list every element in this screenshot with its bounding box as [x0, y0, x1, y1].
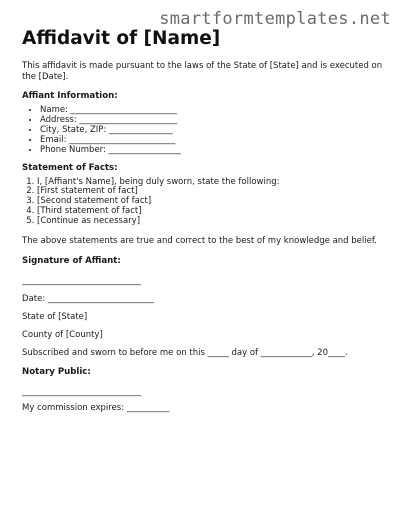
truth-statement: The above statements are true and correct to the best of my knowledge and belief.: [22, 236, 377, 247]
fact-item: 4. [Third statement of fact]: [37, 207, 387, 217]
commission-expires-line: My commission expires: __________: [22, 402, 170, 413]
affiant-signature-line: ____________________________: [22, 275, 141, 286]
affiant-name-field: • Name: _________________________: [40, 106, 387, 116]
statement-of-facts-heading: Statement of Facts:: [22, 162, 118, 173]
affiant-information-heading: Affiant Information:: [22, 91, 118, 101]
notary-public-heading: Notary Public:: [22, 366, 91, 377]
affiant-phone-field: • Phone Number: _________________: [40, 146, 387, 156]
affiant-information-list: [22, 106, 387, 156]
subscribed-sworn-line: Subscribed and sworn to before me on this _____ day of ____________, 20____.: [22, 347, 348, 358]
notary-signature-line: ____________________________: [22, 386, 141, 397]
county-line: County of [County]: [22, 329, 103, 340]
fact-item: 2. [First statement of fact]: [37, 187, 387, 197]
signature-of-affiant-heading: Signature of Affiant:: [22, 255, 121, 266]
signature-date-line: Date: _________________________: [22, 293, 155, 304]
affiant-email-field: • Email: _________________________: [40, 136, 387, 146]
fact-item: 5. [Continue as necessary]: [37, 217, 387, 227]
statement-of-facts-list: [22, 178, 387, 228]
fact-item: 1. I, [Affiant's Name], being duly sworn, state the following:: [37, 178, 387, 188]
fact-item: 3. [Second statement of fact]: [37, 197, 387, 207]
document-title: Affidavit of [Name]: [22, 28, 221, 49]
affiant-address-field: • Address: _______________________: [40, 116, 387, 126]
intro-paragraph: This affidavit is made pursuant to the laws of the State of [State] and is executed on the [Date].: [22, 61, 383, 82]
affidavit-document: [22, 28, 387, 413]
site-watermark: smartformtemplates.net: [159, 9, 391, 29]
affiant-city-state-zip-field: • City, State, ZIP: _______________: [40, 126, 387, 136]
state-line: State of [State]: [22, 311, 88, 322]
